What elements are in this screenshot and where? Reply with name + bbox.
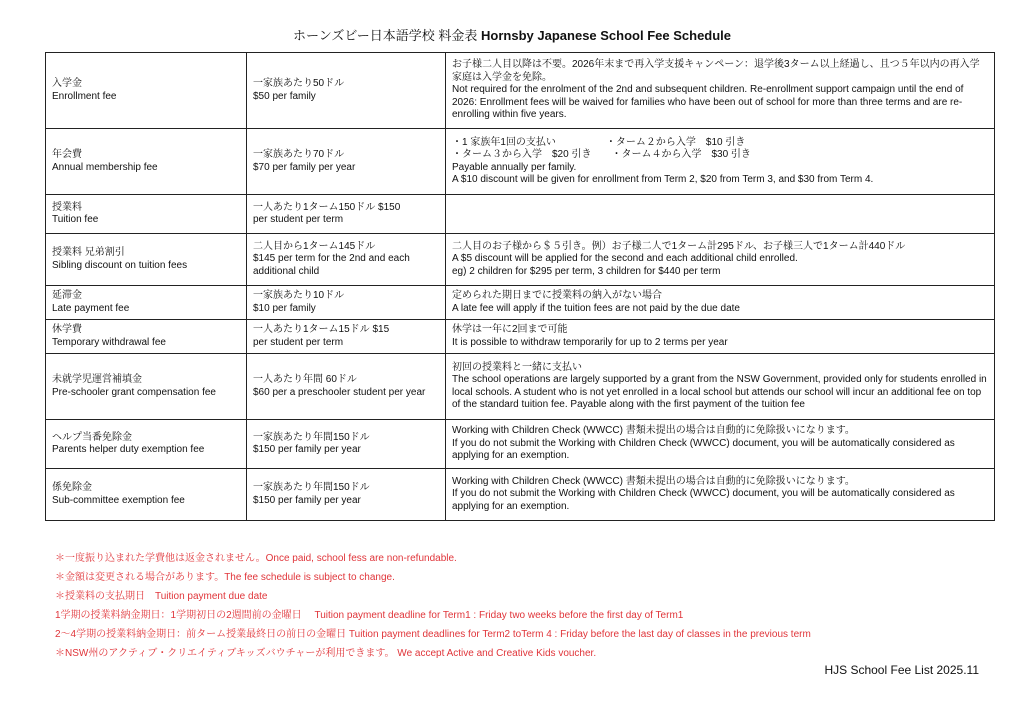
fee-amount-line: 一家族あたり50ドル [253,78,345,89]
fee-notes-cell [446,320,995,354]
fee-notes-line: 初回の授業料と一緒に支払い [452,361,582,373]
fee-notes-line: The school operations are largely supported by a grant from the NSW Government, provided only for students enrolled in local schools. A student who is not yet enrolled in a local school but attends our school will incur an additional fee on top of the standard tuition fee. Payable along with the first payment of the tuition fee [452,374,987,410]
fee-amount-line: $10 per family [253,302,316,314]
fee-amount-line: per student per term [253,336,344,348]
table-row [46,320,995,354]
fee-notes-line: 休学は一年に2回まで可能 [452,324,568,335]
fee-amount-cell [247,420,446,469]
fee-name-line: 未就学児運営補填金 [52,374,142,385]
table-row [46,53,995,129]
fee-amount-line: 一家族あたり年間150ドル [253,482,370,493]
fee-notes-line: It is possible to withdraw temporarily for up to 2 terms per year [452,336,728,348]
fee-amount-line: $150 per family per year [253,444,361,455]
fee-name-line: Tuition fee [52,214,99,225]
fee-name-line: 延滞金 [52,290,82,301]
fee-name-line: Sibling discount on tuition fees [52,259,188,271]
fee-notes-line: Working with Children Check (WWCC) 書類未提出の場合は自動的に免除扱いになります。 [452,475,855,487]
fee-name-line: 休学費 [52,324,82,335]
fee-notes-line: ・ターム３から入学 $20 引き ・ターム４から入学 $30 引き [452,149,751,160]
fee-amount-cell [247,354,446,420]
fee-name-cell [46,469,247,521]
fee-name-line: 年会費 [52,149,82,160]
fee-amount-line: 一家族あたり10ドル [253,290,345,301]
footnote-item: ＊金額は変更される場合があります。The fee schedule is subject to change. [55,572,395,583]
fee-amount-cell [247,234,446,286]
fee-table [45,52,995,521]
fee-amount-cell [247,129,446,195]
footnote-item: 2～4学期の授業料納金期日：前ターム授業最終日の前日の金曜日 Tuition payment deadlines for Term2 toTerm 4 : Friday before the last day of classes in the previous term [55,629,811,640]
fee-name-line: 授業料 兄弟割引 [52,247,125,258]
fee-notes-cell [446,234,995,286]
title-en: Hornsby Japanese School Fee Schedule [481,28,732,43]
table-row [46,354,995,420]
fee-notes-cell [446,354,995,420]
table-row [46,469,995,521]
fee-name-cell [46,195,247,234]
fee-amount-line: $150 per family per year [253,494,361,506]
fee-notes-line: ・1 家族年1回の支払い ・ターム２から入学 $10 引き [452,136,746,148]
fee-amount-line: 一家族あたり年間150ドル [253,431,370,443]
fee-name-cell [46,53,247,129]
fee-amount-cell [247,320,446,354]
fee-notes-cell [446,286,995,320]
document-footer: HJS School Fee List 2025.11 [824,663,979,677]
fee-name-line: ヘルプ当番免除金 [52,431,132,443]
fee-notes-cell [446,469,995,521]
fee-notes-line: 定められた期日までに授業料の納入がない場合 [452,290,662,301]
fee-name-cell [46,129,247,195]
title-jp: ホーンズビー日本語学校 料金表 [292,28,478,43]
fee-name-cell [46,286,247,320]
fee-notes-line: Payable annually per family. [452,161,577,173]
fee-name-line: Late payment fee [52,302,130,314]
fee-amount-line: 一人あたり1ターム15ドル $15 [253,324,390,335]
fee-notes-cell [446,53,995,129]
fee-notes-line: eg) 2 children for $295 per term, 3 children for $440 per term [452,265,721,277]
fee-amount-line: 一人あたり1ターム150ドル $150 [253,201,401,213]
fee-name-cell [46,354,247,420]
fee-name-line: 係免除金 [52,482,92,493]
fee-notes-cell [446,195,995,234]
fee-notes-line: お子様二人目以降は不要。2026年末まで再入学支援キャンペーン：退学後3ターム以上経過し、且つ５年以内の再入学家庭は入学金を免除。 [452,59,980,83]
fee-notes-line: 二人目のお子様から＄５引き。例）お子様二人で1ターム計295ドル、お子様三人で1ターム計440ドル [452,240,906,252]
footnote-item: ＊NSW州のアクティブ・クリエイティブキッズバウチャーが利用できます。 We accept Active and Creative Kids voucher. [55,648,597,659]
fee-notes-line: If you do not submit the Working with Children Check (WWCC) document, you will be automatically considered as applying for an exemption. [452,437,955,462]
table-row [46,286,995,320]
footnote-item: ＊一度振り込まれた学費他は返金されません。Once paid, school fess are non-refundable. [55,553,457,564]
fee-notes-line: Working with Children Check (WWCC) 書類未提出の場合は自動的に免除扱いになります。 [452,425,855,437]
fee-name-line: 授業料 [52,201,82,213]
fee-notes-cell [446,420,995,469]
fee-notes-line: A $5 discount will be applied for the second and each additional child enrolled. [452,253,798,265]
table-row [46,129,995,195]
fee-notes-cell [446,129,995,195]
fee-name-cell [46,420,247,469]
table-row [46,420,995,469]
page-title [0,25,1024,44]
fee-amount-line: per student per term [253,214,344,225]
fee-notes-line: If you do not submit the Working with Children Check (WWCC) document, you will be automatically considered as applying for an exemption. [452,488,955,512]
fee-name-line: Parents helper duty exemption fee [52,444,205,455]
fee-name-line: Annual membership fee [52,161,158,173]
footnote-item: 1学期の授業料納金期日：1学期初日の2週間前の金曜日 Tuition payment deadline for Term1 : Friday two weeks before the first day of Term1 [55,610,684,621]
footnotes [55,549,811,663]
fee-name-line: Temporary withdrawal fee [52,336,166,348]
fee-notes-line: A late fee will apply if the tuition fees are not paid by the due date [452,302,740,314]
fee-name-line: Pre-schooler grant compensation fee [52,386,216,398]
fee-name-line: 入学金 [52,78,82,89]
fee-amount-cell [247,195,446,234]
table-row [46,195,995,234]
fee-name-line: Enrollment fee [52,90,117,102]
fee-notes-line: Not required for the enrolment of the 2nd and subsequent children. Re-enrollment support campaign until the end of 2026: Enrollment fees will be waived for families who have been out of school for more than three terms and are re-enrolling within five years. [452,84,964,121]
fee-notes-line: A $10 discount will be given for enrollment from Term 2, $20 from Term 3, and $30 from Term 4. [452,174,874,185]
fee-name-line: Sub-committee exemption fee [52,494,185,506]
fee-name-cell [46,234,247,286]
fee-amount-cell [247,469,446,521]
fee-amount-line: $70 per family per year [253,161,356,173]
fee-amount-cell [247,53,446,129]
fee-amount-line: 一家族あたり70ドル [253,149,345,160]
fee-amount-line: $50 per family [253,90,316,102]
fee-amount-line: $60 per a preschooler student per year [253,386,426,398]
fee-name-cell [46,320,247,354]
fee-amount-line: $145 per term for the 2nd and each additional child [253,253,410,277]
fee-amount-line: 一人あたり年間 60ドル [253,374,357,385]
fee-amount-cell [247,286,446,320]
fee-amount-line: 二人目から1ターム145ドル [253,240,376,252]
table-row [46,234,995,286]
footnote-item: ＊授業料の支払期日 Tuition payment due date [55,591,268,602]
